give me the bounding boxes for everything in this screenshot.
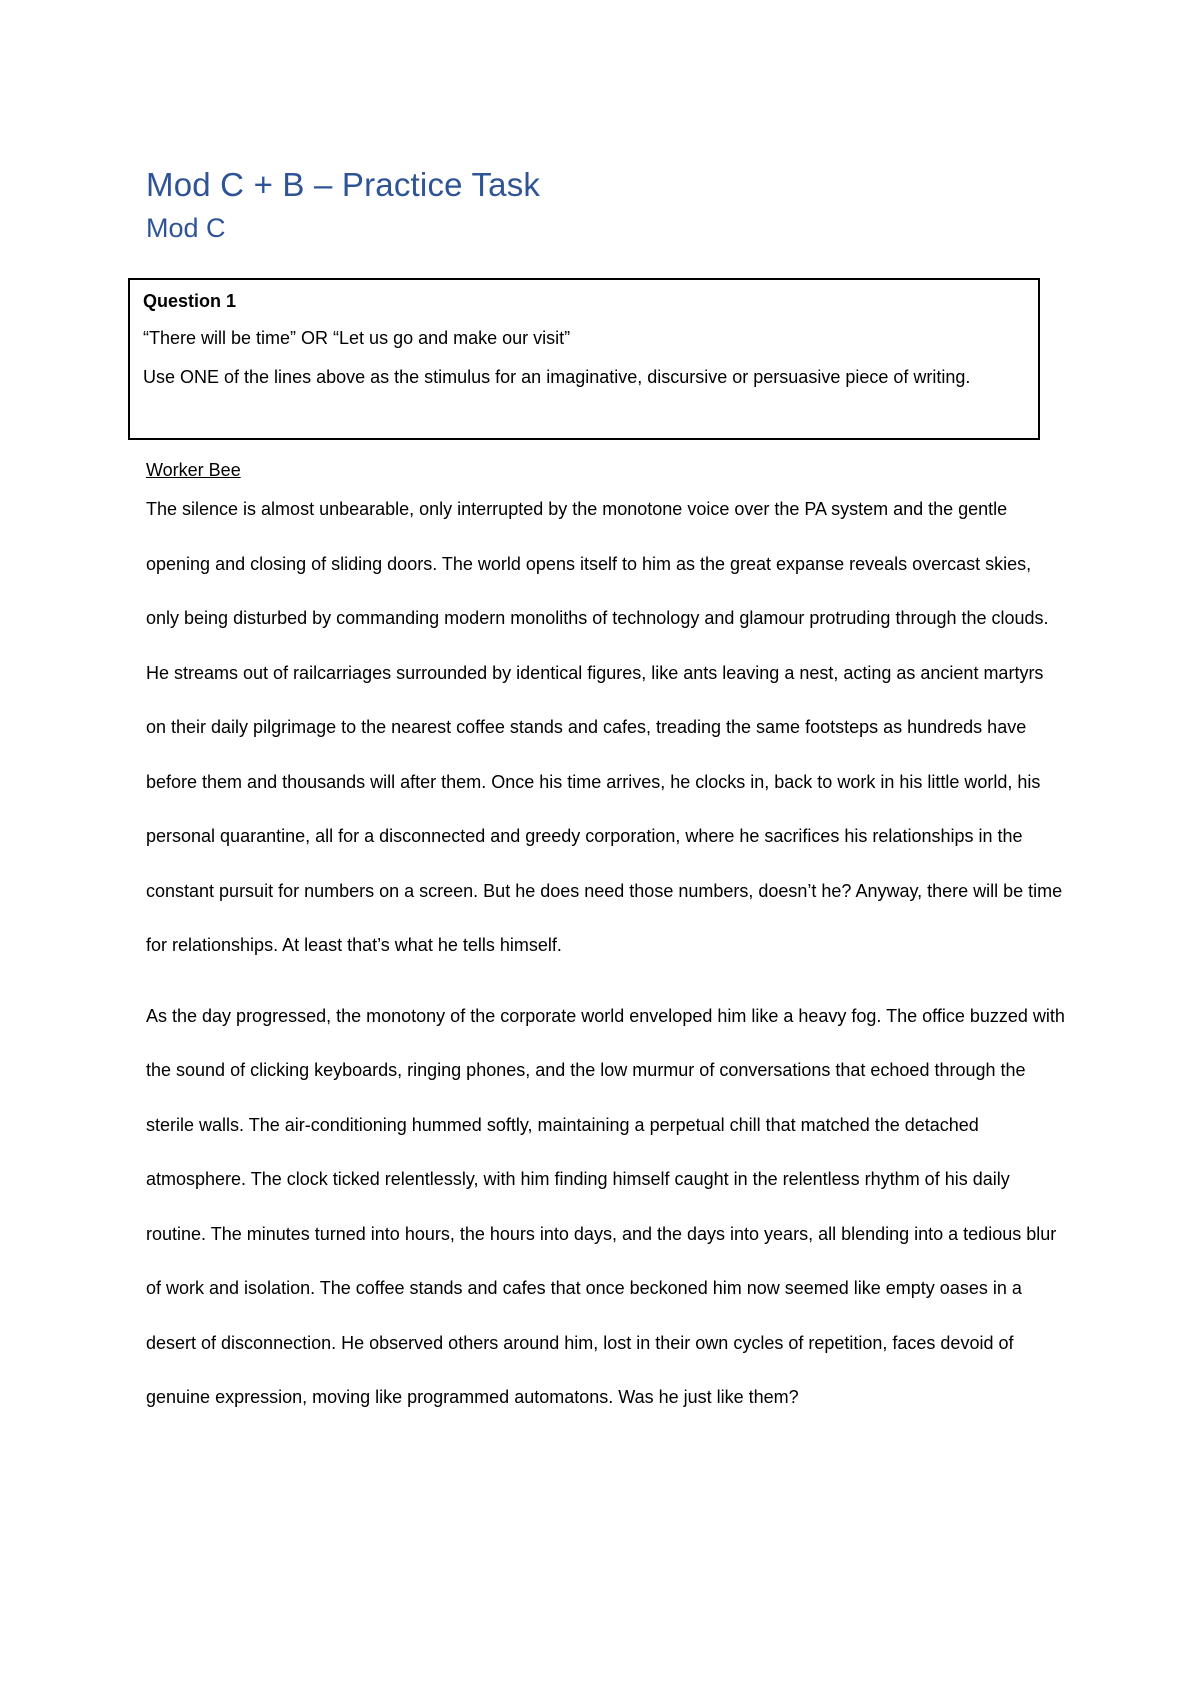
essay-body xyxy=(146,458,1066,1425)
question-box xyxy=(128,278,1040,440)
document-subtitle: Mod C xyxy=(146,213,226,243)
essay-paragraph: As the day progressed, the monotony of the corporate world enveloped him like a heavy fog. The office buzzed with the sound of clicking keyboards, ringing phones, and the low murmur of conversations that echoed through the sterile walls. The air-conditioning hummed softly, maintaining a perpetual chill that matched the detached atmosphere. The clock ticked relentlessly, with him finding himself caught in the relentless rhythm of his daily routine. The minutes turned into hours, the hours into days, and the days into years, all blending into a tedious blur of work and isolation. The coffee stands and cafes that once beckoned him now seemed like empty oases in a desert of disconnection. He observed others around him, lost in their own cycles of repetition, faces devoid of genuine expression, moving like programmed automatons. Was he just like them? xyxy=(146,1005,1065,1407)
question-prompt: “There will be time” OR “Let us go and make our visit” xyxy=(143,328,571,349)
essay-paragraph: The silence is almost unbearable, only interrupted by the monotone voice over the PA system and the gentle opening and closing of sliding doors. The world opens itself to him as the great expanse reveals overcast skies, only being disturbed by commanding modern monoliths of technology and glamour protruding through the clouds. He streams out of railcarriages surrounded by identical figures, like ants leaving a nest, acting as ancient martyrs on their daily pilgrimage to the nearest coffee stands and cafes, treading the same footsteps as hundreds have before them and thousands will after them. Once his time arrives, he clocks in, back to work in his little world, his personal quarantine, all for a disconnected and greedy corporation, where he sacrifices his relationships in the constant pursuit for numbers on a screen. But he does need those numbers, doesn’t he? Anyway, there will be time for relationships. At least that’s what he tells himself. xyxy=(146,499,1063,955)
essay-title: Worker Bee xyxy=(146,460,241,480)
question-instruction: Use ONE of the lines above as the stimulus for an imaginative, discursive or persuasive piece of writing. xyxy=(143,366,971,387)
question-heading: Question 1 xyxy=(143,291,237,311)
document-title: Mod C + B – Practice Task xyxy=(146,166,541,203)
